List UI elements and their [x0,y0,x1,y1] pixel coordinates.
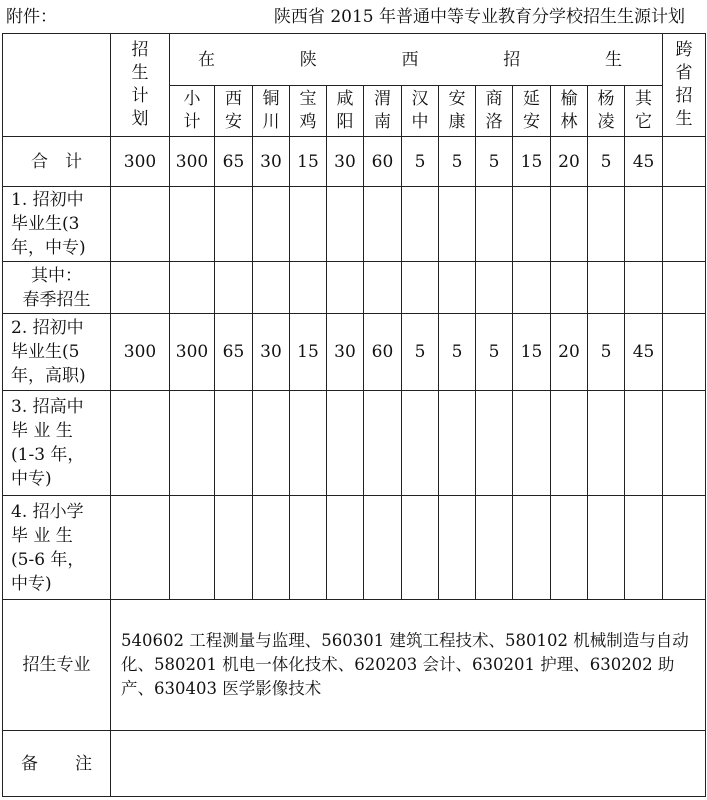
value-cell: 300 [111,137,170,187]
value-cell: 15 [290,137,327,187]
value-cell [551,187,588,262]
table-row [3,137,706,187]
value-cell: 5 [402,314,439,391]
row-label [3,314,111,391]
value-cell [253,187,290,262]
row-label-line: 年，中专) [11,238,86,258]
value-cell [290,262,327,314]
row-label [3,187,111,262]
city-header: 安康 [439,86,476,137]
value-cell: 15 [513,137,551,187]
value-cell [625,496,663,600]
in-province-char: 西 [401,49,419,70]
header-line [0,0,707,34]
cross-province-header: 跨省招生 [663,34,706,137]
value-cell [663,137,706,187]
value-cell: 300 [170,314,215,391]
row-label-line: 其中： [31,265,82,286]
majors-row [3,600,706,731]
value-cell [170,391,215,496]
value-cell [588,187,625,262]
table-row [3,187,706,262]
row-label [3,391,111,496]
value-cell: 5 [439,137,476,187]
value-cell [402,391,439,496]
value-cell: 15 [513,314,551,391]
city-header: 汉中 [402,86,439,137]
value-cell [290,496,327,600]
value-cell [111,187,170,262]
city-header: 商洛 [476,86,513,137]
value-cell [253,262,290,314]
value-cell [513,391,551,496]
value-cell: 45 [625,314,663,391]
in-province-char: 陕 [299,49,317,70]
value-cell: 20 [551,137,588,187]
value-cell: 30 [253,137,290,187]
row-label-line: 春季招生 [22,289,91,310]
row-label-line: 毕 业 生 [11,421,73,441]
value-cell [551,262,588,314]
value-cell [170,262,215,314]
row-label-line: (5-6 年， [11,549,85,570]
value-cell [253,391,290,496]
row-label-line: 中专) [11,573,52,594]
value-cell [663,262,706,314]
value-cell [402,496,439,600]
row-label-line: 中专) [11,469,52,489]
value-cell [476,496,513,600]
value-cell [476,262,513,314]
value-cell [364,391,402,496]
row-label-line: 毕业生(5 [11,342,80,362]
value-cell: 60 [364,137,402,187]
value-cell [215,187,253,262]
city-header: 杨凌 [588,86,625,137]
city-header: 小计 [170,86,215,137]
value-cell: 5 [476,314,513,391]
value-cell [663,391,706,496]
row-label [3,262,111,314]
value-cell [439,262,476,314]
value-cell [215,262,253,314]
majors-label: 招生专业 [3,600,111,731]
city-header: 渭南 [364,86,402,137]
row-label-line: 1. 招初中 [11,190,84,210]
value-cell: 60 [364,314,402,391]
value-cell: 30 [327,314,364,391]
value-cell [625,262,663,314]
value-cell [111,262,170,314]
value-cell: 300 [170,137,215,187]
value-cell: 45 [625,137,663,187]
row-label-line: 2. 招初中 [11,318,84,338]
value-cell [364,262,402,314]
header-row-1 [3,34,706,86]
table-row [3,262,706,314]
value-cell: 300 [111,314,170,391]
row-label [3,496,111,600]
city-header: 宝鸡 [290,86,327,137]
city-header: 西安 [215,86,253,137]
value-cell [327,187,364,262]
value-cell: 15 [290,314,327,391]
value-cell [215,496,253,600]
value-cell [625,187,663,262]
value-cell [364,187,402,262]
enrollment-plan-table [2,33,706,797]
value-cell [364,496,402,600]
value-cell [111,391,170,496]
row-label-line: 3. 招高中 [11,397,84,417]
city-header: 其它 [625,86,663,137]
in-province-char: 生 [605,49,622,70]
value-cell [327,262,364,314]
value-cell: 5 [402,137,439,187]
row-label-line: 毕 业 生 [11,525,73,546]
city-header: 延安 [513,86,551,137]
remarks-row [3,731,706,797]
value-cell: 5 [476,137,513,187]
remarks-label-char: 注 [75,753,92,774]
in-province-char: 在 [198,49,215,70]
value-cell [588,496,625,600]
majors-text: 540602 工程测量与监理、560301 建筑工程技术、580102 机械制造与自动化、580201 机电一体化技术、620203 会计、630201 护理、630202 助产、630403 医学影像技术 [111,600,706,731]
row-label-line: 4. 招小学 [11,501,84,522]
city-header: 咸阳 [327,86,364,137]
value-cell: 5 [588,137,625,187]
table-row [3,314,706,391]
city-header: 铜川 [253,86,290,137]
city-header: 榆林 [551,86,588,137]
value-cell [439,391,476,496]
attachment-label: 附件： [6,7,57,27]
value-cell [476,187,513,262]
value-cell [663,187,706,262]
value-cell [327,496,364,600]
value-cell: 30 [327,137,364,187]
remarks-label [3,731,111,797]
value-cell [513,187,551,262]
remarks-label-char: 备 [21,753,38,774]
value-cell [588,391,625,496]
value-cell: 20 [551,314,588,391]
value-cell: 5 [439,314,476,391]
value-cell [290,391,327,496]
table-row [3,496,706,600]
row-label-line: 毕业生(3 [11,214,80,234]
in-province-char: 招 [503,49,521,70]
value-cell [513,496,551,600]
value-cell [111,496,170,600]
value-cell [290,187,327,262]
value-cell [513,262,551,314]
value-cell [663,496,706,600]
value-cell [625,391,663,496]
row-label [3,137,111,187]
row-label-line: (1-3 年， [11,445,85,465]
value-cell: 65 [215,137,253,187]
value-cell [439,187,476,262]
value-cell [402,262,439,314]
value-cell: 5 [588,314,625,391]
value-cell [402,187,439,262]
row-label-line: 年，高职) [11,366,86,386]
value-cell [253,496,290,600]
remarks-text [111,731,706,797]
corner-cell [3,34,111,137]
value-cell [170,496,215,600]
in-province-header [170,34,663,86]
value-cell [476,391,513,496]
value-cell: 65 [215,314,253,391]
value-cell [588,262,625,314]
value-cell [551,496,588,600]
value-cell [663,314,706,391]
row-label-line: 合 计 [31,151,82,172]
plan-header: 招生计划 [111,34,170,137]
value-cell [215,391,253,496]
value-cell: 30 [253,314,290,391]
value-cell [551,391,588,496]
value-cell [170,187,215,262]
table-row [3,391,706,496]
value-cell [439,496,476,600]
document-title: 陕西省 2015 年普通中等专业教育分学校招生生源计划 [273,7,685,27]
value-cell [327,391,364,496]
